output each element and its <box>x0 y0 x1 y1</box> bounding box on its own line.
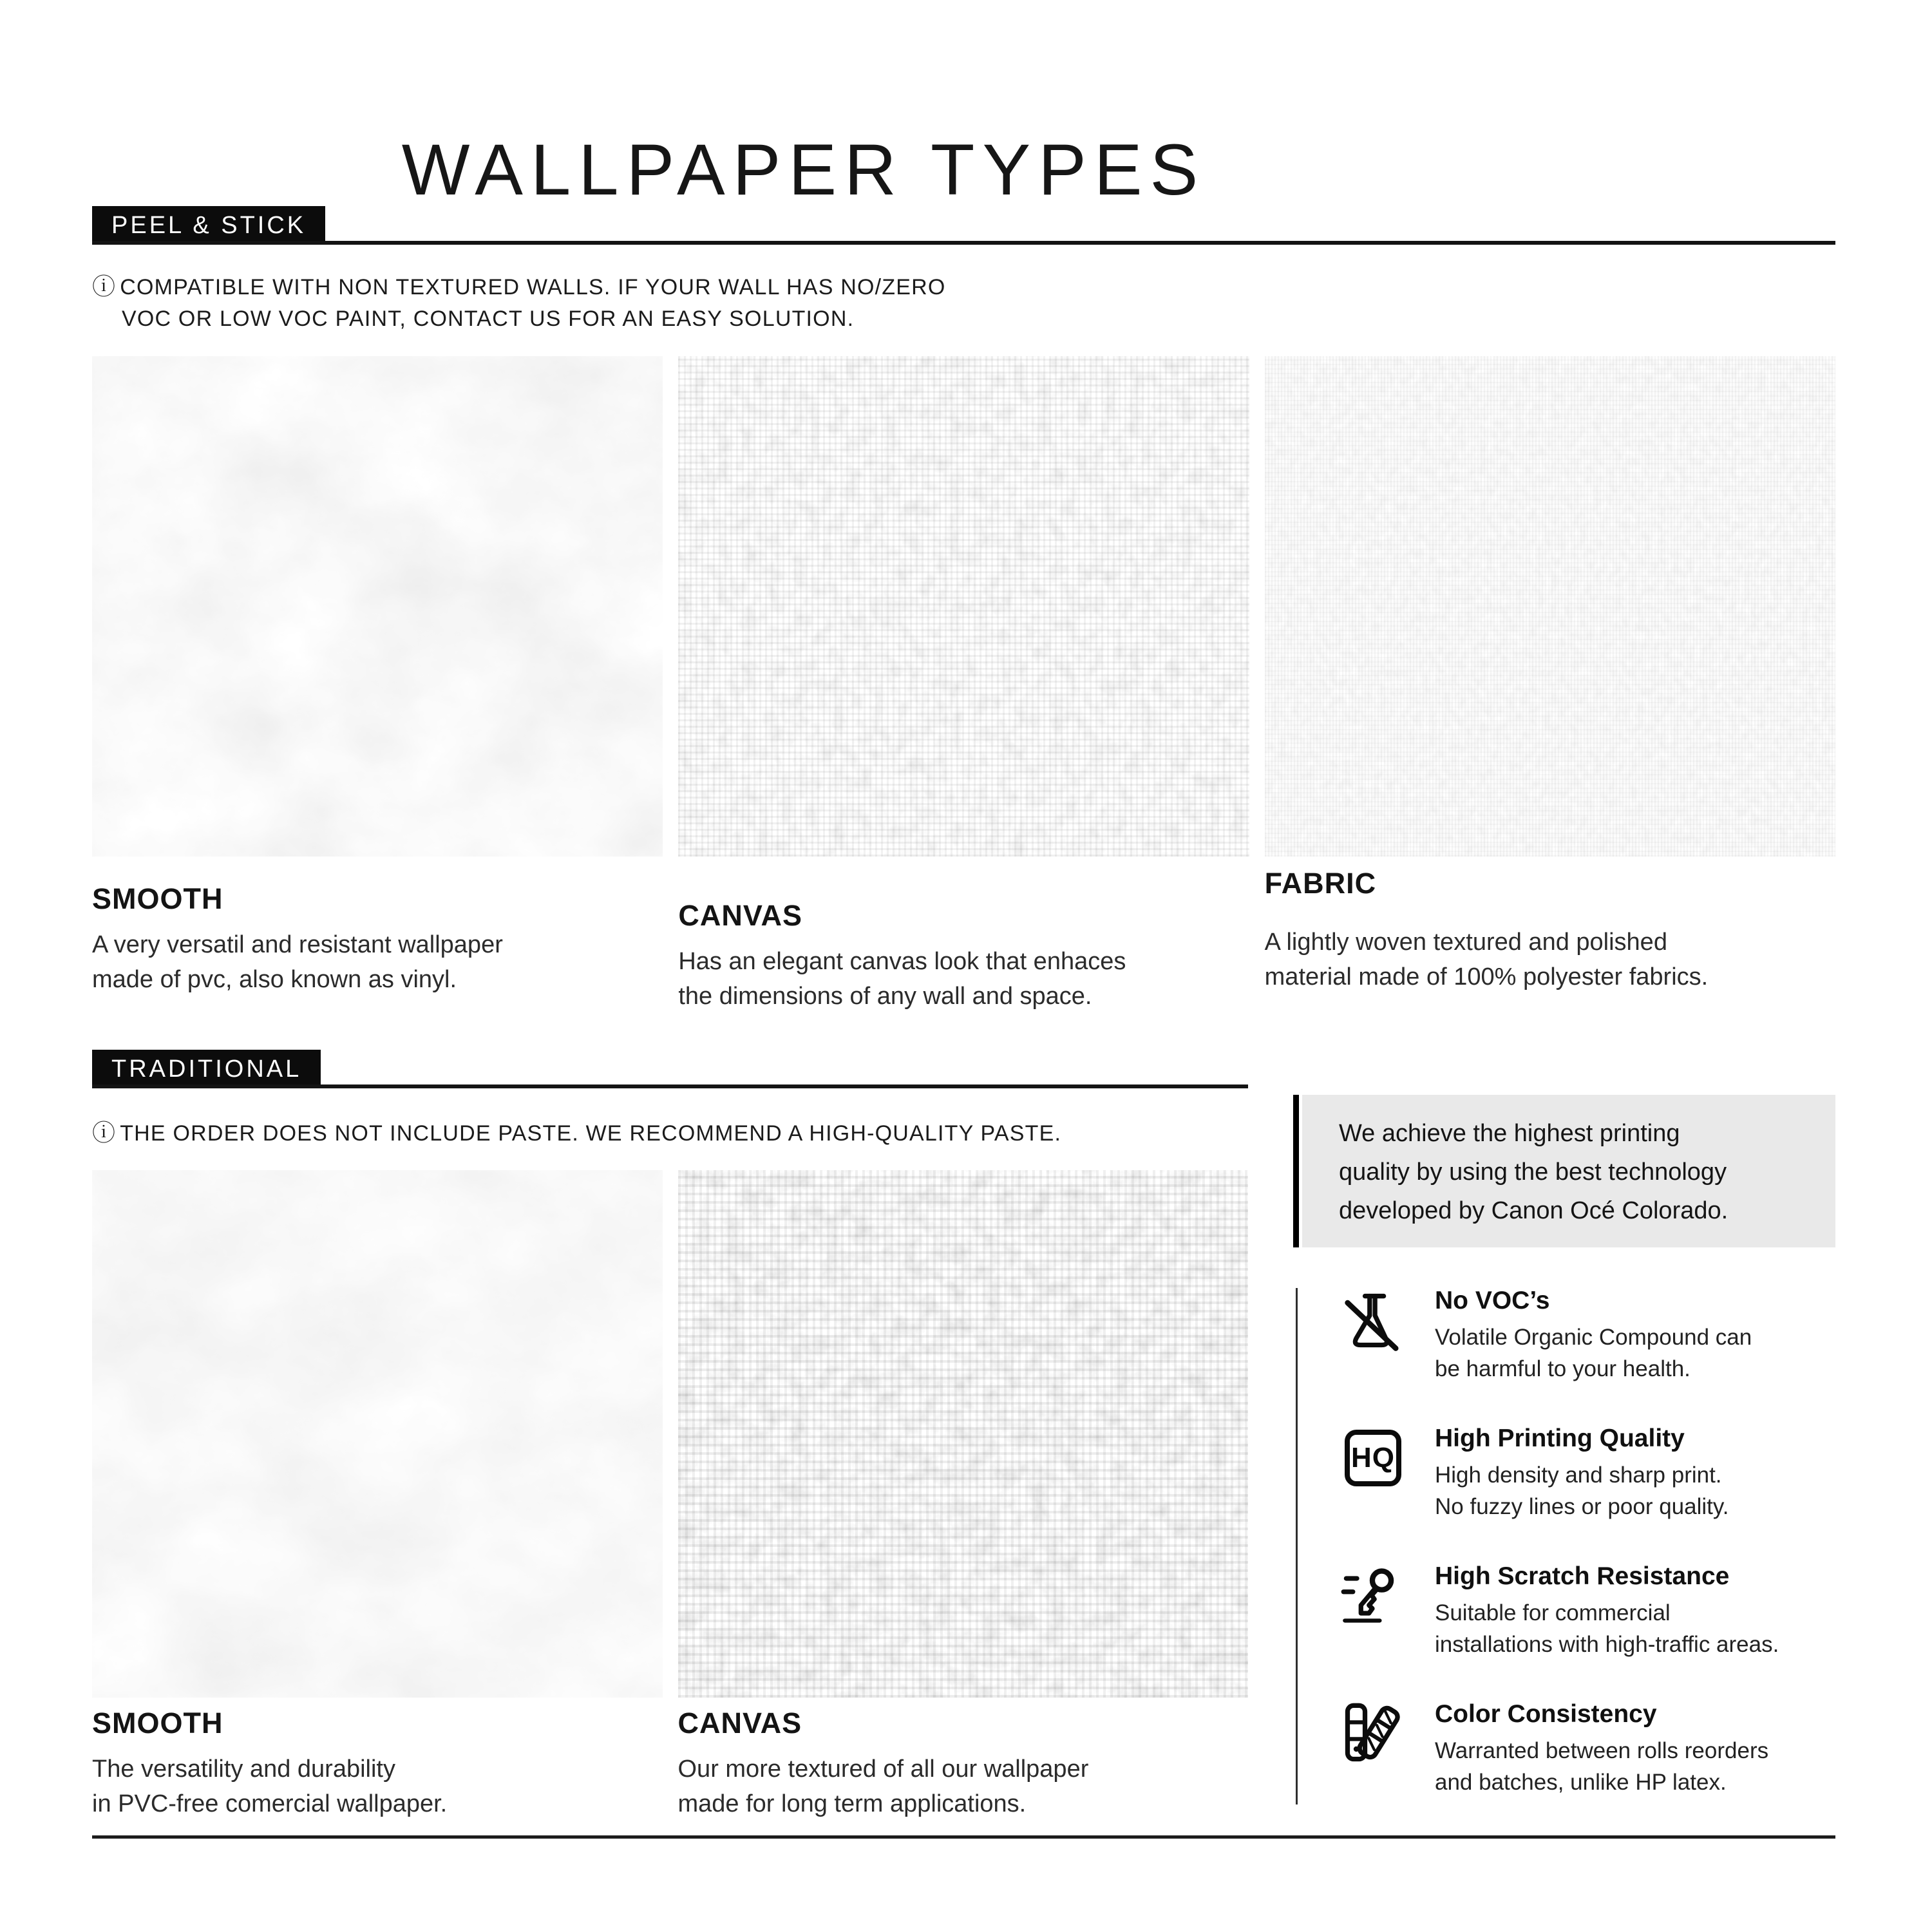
swatch-description <box>678 944 1249 1014</box>
textured-canvas-swatch <box>678 1170 1249 1698</box>
fabric-texture-image <box>1265 356 1835 857</box>
canvas-texture-image <box>678 356 1249 857</box>
traditional-section-badge: TRADITIONAL <box>92 1050 321 1088</box>
card-peel-canvas <box>678 356 1249 1014</box>
quality-panel <box>1302 1095 1835 1247</box>
swatch-label: CANVAS <box>678 899 803 932</box>
quality-panel-line3: developed by Canon Océ Colorado. <box>1339 1197 1728 1224</box>
desc-line: made of pvc, also known as vinyl. <box>92 966 457 993</box>
feature-title: High Scratch Resistance <box>1435 1562 1730 1590</box>
swatch-description <box>678 1752 1249 1821</box>
feature-high-printing-quality <box>1340 1425 1848 1562</box>
peel-stick-note-line2: VOC OR LOW VOC PAINT, CONTACT US FOR AN EASY SOLUTION. <box>122 307 855 331</box>
feature-color-consistency <box>1340 1700 1848 1798</box>
traditional-section-rule <box>92 1084 1248 1088</box>
desc-line: Warranted between rolls reorders <box>1435 1738 1769 1763</box>
hq-badge-icon <box>1340 1425 1406 1492</box>
quality-panel-accent-bar <box>1293 1095 1299 1247</box>
peel-stick-section-rule <box>92 241 1835 245</box>
peel-stick-note-line1 <box>92 270 946 303</box>
desc-line: High density and sharp print. <box>1435 1463 1722 1488</box>
desc-line: Volatile Organic Compound can <box>1435 1325 1752 1350</box>
swatch-description <box>92 927 663 997</box>
feature-text <box>1435 1700 1768 1798</box>
card-peel-smooth <box>92 356 663 1014</box>
desc-line: Our more textured of all our wallpaper <box>677 1756 1089 1783</box>
desc-line: made for long term applications. <box>677 1790 1027 1817</box>
feature-no-vocs <box>1340 1287 1848 1425</box>
desc-line: A lightly woven textured and polished <box>1264 929 1667 956</box>
desc-line: Has an elegant canvas look that enhaces <box>678 948 1126 975</box>
feature-desc <box>1435 1321 1752 1385</box>
quality-panel-line1: We achieve the highest printing <box>1339 1120 1680 1147</box>
info-icon: ⓘ <box>92 1119 117 1146</box>
card-peel-fabric <box>1265 356 1835 1014</box>
smooth-texture-swatch <box>92 1170 663 1698</box>
info-icon: ⓘ <box>92 273 117 299</box>
feature-text <box>1435 1287 1752 1385</box>
peel-stick-swatch-row <box>92 356 1835 1014</box>
canvas-texture-swatch <box>678 356 1249 857</box>
feature-title: Color Consistency <box>1435 1700 1657 1728</box>
feature-desc <box>1435 1735 1768 1798</box>
note-text: COMPATIBLE WITH NON TEXTURED WALLS. IF YOUR WALL HAS NO/ZERO <box>120 275 946 299</box>
features-divider-line <box>1296 1288 1298 1804</box>
desc-line: be harmful to your health. <box>1435 1356 1690 1381</box>
desc-line: in PVC-free comercial wallpaper. <box>92 1790 448 1817</box>
feature-high-scratch-resistance <box>1340 1562 1848 1700</box>
desc-line: and batches, unlike HP latex. <box>1435 1770 1727 1795</box>
card-traditional-smooth <box>92 1170 663 1821</box>
swatch-description <box>92 1752 663 1821</box>
swatch-description <box>1265 925 1835 994</box>
swatch-label: FABRIC <box>1264 867 1377 900</box>
desc-line: the dimensions of any wall and space. <box>678 983 1092 1010</box>
feature-title: No VOC’s <box>1435 1287 1550 1314</box>
peel-stick-note <box>92 270 946 335</box>
traditional-note <box>92 1117 1061 1150</box>
feature-title: High Printing Quality <box>1435 1425 1685 1452</box>
smooth-texture-image <box>92 356 663 857</box>
desc-line: A very versatil and resistant wallpaper <box>92 931 503 958</box>
quality-panel-line2: quality by using the best technology <box>1339 1159 1727 1186</box>
desc-line: No fuzzy lines or poor quality. <box>1435 1494 1729 1519</box>
note-text: THE ORDER DOES NOT INCLUDE PASTE. WE RECOMMEND A HIGH-QUALITY PASTE. <box>120 1121 1062 1146</box>
desc-line: material made of 100% polyester fabrics. <box>1264 963 1709 990</box>
swatch-label: CANVAS <box>677 1707 802 1739</box>
traditional-note-line <box>92 1117 1061 1150</box>
traditional-swatch-row <box>92 1170 1248 1821</box>
fabric-texture-swatch <box>1265 356 1835 857</box>
swatch-label: SMOOTH <box>92 882 223 915</box>
feature-text <box>1435 1562 1779 1660</box>
feature-text <box>1435 1425 1729 1522</box>
no-voc-flask-icon <box>1340 1287 1406 1354</box>
feature-list <box>1340 1287 1848 1798</box>
smooth-texture-image <box>92 1170 663 1698</box>
footer-rule <box>92 1835 1835 1839</box>
card-traditional-canvas <box>678 1170 1249 1821</box>
smooth-texture-swatch <box>92 356 663 857</box>
feature-desc <box>1435 1597 1779 1660</box>
key-scratch-icon <box>1340 1562 1406 1629</box>
color-swatchbook-icon <box>1340 1700 1406 1767</box>
desc-line: installations with high-traffic areas. <box>1435 1632 1779 1657</box>
feature-desc <box>1435 1459 1729 1522</box>
page-title: WALLPAPER TYPES <box>401 129 1206 211</box>
hq-letters: HQ <box>1345 1430 1401 1486</box>
desc-line: Suitable for commercial <box>1435 1600 1671 1625</box>
desc-line: The versatility and durability <box>92 1756 395 1783</box>
swatch-label: SMOOTH <box>92 1707 223 1739</box>
textured-canvas-image <box>678 1170 1249 1698</box>
peel-stick-section-badge: PEEL & STICK <box>92 206 325 245</box>
